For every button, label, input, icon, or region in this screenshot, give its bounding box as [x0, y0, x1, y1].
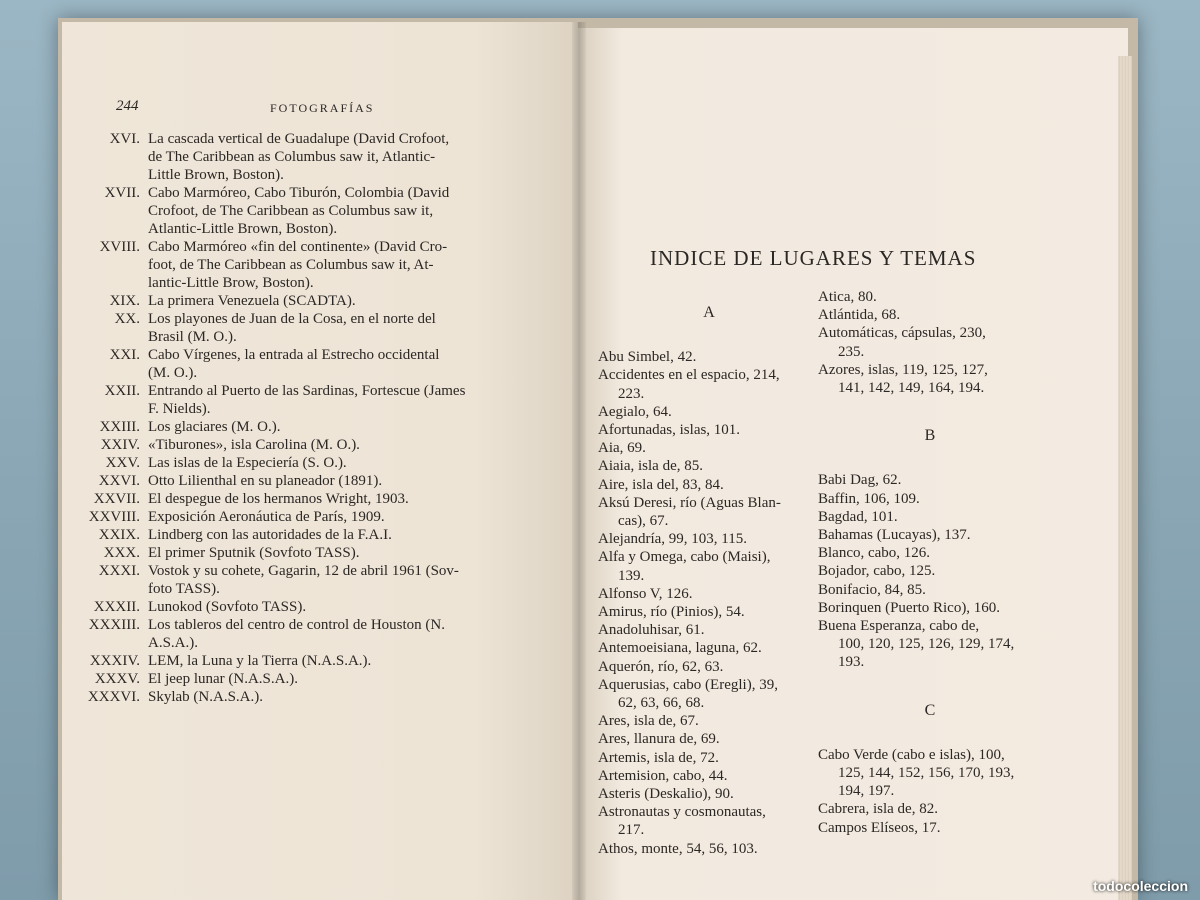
index-entry-line: Bahamas (Lucayas), 137. [818, 527, 971, 544]
index-entry-line: 223. [618, 385, 645, 402]
index-entry-line: 141, 142, 149, 164, 194. [838, 380, 985, 397]
caption-number: XXXII. [93, 599, 140, 615]
index-entry [598, 658, 820, 676]
index-entry [818, 288, 1042, 306]
caption-number: XXVIII. [88, 509, 140, 525]
index-entry-line: Campos Elíseos, 17. [818, 819, 941, 836]
index-entry [598, 730, 820, 748]
index-entry [598, 366, 820, 402]
caption-item [68, 184, 528, 238]
caption-number: XXXV. [94, 671, 140, 687]
caption-line: Atlantic-Little Brown, Boston). [148, 221, 338, 237]
photo-captions-list [68, 130, 528, 706]
index-entry-line: Ares, isla de, 67. [598, 713, 699, 730]
index-entry [598, 749, 820, 767]
index-entry-line: Aegialo, 64. [598, 403, 672, 420]
caption-line: Little Brown, Boston). [148, 167, 284, 183]
caption-text [148, 310, 528, 346]
index-entry-line: Aire, isla del, 83, 84. [598, 476, 724, 493]
caption-line: de The Caribbean as Columbus saw it, Atlantic- [148, 149, 436, 165]
index-entry-line: Athos, monte, 54, 56, 103. [598, 840, 758, 857]
index-entry-line: Antemoeisiana, laguna, 62. [598, 640, 762, 657]
caption-text [148, 670, 528, 688]
index-entry [598, 494, 820, 530]
caption-line: Los glaciares (M. O.). [148, 419, 281, 435]
index-entry-line: 125, 144, 152, 156, 170, 193, [838, 765, 1015, 782]
caption-line: lantic-Little Brow, Boston). [148, 275, 314, 291]
caption-text [148, 346, 528, 382]
index-entry-line: Artemision, cabo, 44. [598, 767, 728, 784]
index-entry-line: Aquerón, río, 62, 63. [598, 658, 724, 675]
caption-line: A.S.A.). [148, 635, 199, 651]
caption-line: foot, de The Caribbean as Columbus saw it, At- [148, 257, 434, 273]
caption-item [68, 382, 528, 418]
caption-text [148, 454, 528, 472]
index-entry [598, 621, 820, 639]
index-entry-line: Ares, llanura de, 69. [598, 731, 720, 748]
caption-line: El jeep lunar (N.A.S.A.). [148, 671, 298, 687]
index-entry [818, 508, 1042, 526]
index-entry-line: Buena Esperanza, cabo de, [818, 618, 980, 635]
caption-line: Los playones de Juan de la Cosa, en el norte del [148, 311, 436, 327]
caption-number: XVIII. [99, 239, 140, 255]
caption-item [68, 652, 528, 670]
index-entry [598, 421, 820, 439]
caption-number: XXII. [104, 383, 140, 399]
caption-number: XXVII. [93, 491, 140, 507]
caption-line: Cabo Marmóreo, Cabo Tiburón, Colombia (David [148, 185, 450, 201]
caption-number: XVI. [109, 131, 140, 147]
caption-text [148, 688, 528, 706]
caption-text [148, 184, 528, 238]
page-number: 244 [116, 98, 139, 114]
caption-number: XIX. [109, 293, 140, 309]
caption-line: Skylab (N.A.S.A.). [148, 689, 263, 705]
caption-number: XXXIII. [88, 617, 140, 633]
index-entry [818, 306, 1042, 324]
index-entry-line: Baffin, 106, 109. [818, 490, 920, 507]
index-entry [818, 581, 1042, 599]
index-entry-line: Accidentes en el espacio, 214, [598, 367, 780, 384]
index-entry-line: Cabo Verde (cabo e islas), 100, [818, 746, 1005, 763]
index-column-2 [818, 288, 1042, 837]
index-entry-line: Abu Simbel, 42. [598, 349, 697, 366]
index-entry [598, 676, 820, 712]
caption-item [68, 616, 528, 652]
index-entry-line: Borinquen (Puerto Rico), 160. [818, 599, 1001, 616]
caption-item [68, 436, 528, 454]
caption-text [148, 598, 528, 616]
caption-item [68, 130, 528, 184]
index-entry-line: 193. [838, 654, 865, 671]
caption-line: La primera Venezuela (SCADTA). [148, 293, 356, 309]
caption-item [68, 598, 528, 616]
caption-text [148, 292, 528, 310]
caption-line: Las islas de la Especiería (S. O.). [148, 455, 347, 471]
caption-number: XXVI. [98, 473, 140, 489]
index-entry [598, 767, 820, 785]
index-entry [598, 603, 820, 621]
caption-line: Los tableros del centro de control de Houston (N. [148, 617, 446, 633]
index-entry-line: Bojador, cabo, 125. [818, 563, 936, 580]
caption-item [68, 526, 528, 544]
caption-line: Cabo Marmóreo «fin del continente» (David Cro- [148, 239, 448, 255]
caption-line: El primer Sputnik (Sovfoto TASS). [148, 545, 360, 561]
caption-line: F. Nields). [148, 401, 211, 417]
caption-text [148, 544, 528, 562]
caption-number: XXI. [109, 347, 140, 363]
index-entry-line: Aksú Deresi, río (Aguas Blan- [598, 494, 781, 511]
index-entry-line: Blanco, cabo, 126. [818, 545, 931, 562]
index-entry-line: Astronautas y cosmonautas, [598, 804, 766, 821]
caption-number: XXIX. [98, 527, 140, 543]
index-entry [818, 617, 1042, 672]
index-entry-line: Babi Dag, 62. [818, 472, 902, 489]
caption-line: LEM, la Luna y la Tierra (N.A.S.A.). [148, 653, 372, 669]
book-spine [572, 22, 586, 900]
caption-line: Lunokod (Sovfoto TASS). [148, 599, 307, 615]
index-entry [818, 819, 1042, 837]
index-column-1 [598, 296, 820, 858]
index-letter-a: A [703, 304, 715, 321]
index-entry [818, 361, 1042, 397]
caption-line: Vostok y su cohete, Gagarin, 12 de abril 1961 (Sov- [148, 563, 459, 579]
caption-text [148, 508, 528, 526]
index-entry-line: Bonifacio, 84, 85. [818, 581, 926, 598]
index-entry [598, 785, 820, 803]
caption-text [148, 238, 528, 292]
caption-text [148, 616, 528, 652]
caption-item [68, 238, 528, 292]
caption-text [148, 130, 528, 184]
caption-item [68, 472, 528, 490]
caption-number: XVII. [104, 185, 140, 201]
caption-line: El despegue de los hermanos Wright, 1903. [148, 491, 409, 507]
index-entry [818, 746, 1042, 801]
caption-item [68, 454, 528, 472]
caption-item [68, 544, 528, 562]
index-entry [818, 800, 1042, 818]
caption-item [68, 292, 528, 310]
index-entry [598, 457, 820, 475]
caption-item [68, 562, 528, 598]
caption-item [68, 688, 528, 706]
index-entry [598, 585, 820, 603]
index-entry [598, 712, 820, 730]
caption-line: foto TASS). [148, 581, 220, 597]
caption-item [68, 670, 528, 688]
index-entry-line: Artemis, isla de, 72. [598, 749, 719, 766]
index-entry-line: Amirus, río (Pinios), 54. [598, 604, 745, 621]
caption-number: XXXI. [98, 563, 140, 579]
index-entry-line: 194, 197. [838, 783, 895, 800]
page-edges [1118, 56, 1132, 900]
index-entry [818, 490, 1042, 508]
caption-number: XX. [114, 311, 140, 327]
caption-line: Brasil (M. O.). [148, 329, 237, 345]
caption-line: Exposición Aeronáutica de París, 1909. [148, 509, 385, 525]
index-entry [598, 476, 820, 494]
watermark-logo: todocoleccion [1093, 878, 1188, 894]
index-entry [818, 471, 1042, 489]
caption-item [68, 490, 528, 508]
index-entry [598, 530, 820, 548]
index-entry [598, 439, 820, 457]
index-entry [818, 544, 1042, 562]
index-entry [598, 840, 820, 858]
caption-number: XXIII. [99, 419, 140, 435]
caption-line: Entrando al Puerto de las Sardinas, Fortescue (James [148, 383, 466, 399]
caption-line: (M. O.). [148, 365, 198, 381]
caption-text [148, 382, 528, 418]
index-entry-line: Aia, 69. [598, 440, 646, 457]
index-entry-line: 62, 63, 66, 68. [618, 695, 705, 712]
index-entry [818, 562, 1042, 580]
index-entry-line: Afortunadas, islas, 101. [598, 422, 741, 439]
index-entry-line: Automáticas, cápsulas, 230, [818, 325, 986, 342]
caption-text [148, 526, 528, 544]
index-letter-c: C [924, 701, 936, 719]
index-entry-line: 139. [618, 567, 645, 584]
index-entry-line: 235. [838, 343, 865, 360]
caption-text [148, 436, 528, 454]
caption-number: XXX. [103, 545, 140, 561]
index-entry-line: Anadoluhisar, 61. [598, 622, 705, 639]
running-head: FOTOGRAFÍAS [270, 101, 375, 115]
caption-text [148, 418, 528, 436]
index-entry [818, 526, 1042, 544]
index-title: INDICE DE LUGARES Y TEMAS [650, 246, 977, 270]
index-entry [598, 548, 820, 584]
caption-text [148, 472, 528, 490]
index-entry-line: cas), 67. [618, 513, 669, 530]
caption-item [68, 346, 528, 382]
caption-text [148, 652, 528, 670]
caption-text [148, 562, 528, 598]
caption-number: XXV. [105, 455, 140, 471]
index-entry-line: Aiaia, isla de, 85. [598, 458, 703, 475]
caption-line: Otto Lilienthal en su planeador (1891). [148, 473, 383, 489]
index-entry [598, 803, 820, 839]
index-entry-line: Azores, islas, 119, 125, 127, [818, 361, 988, 378]
caption-number: XXXIV. [89, 653, 140, 669]
caption-line: Lindberg con las autoridades de la F.A.I. [148, 527, 392, 543]
index-entry [818, 599, 1042, 617]
index-entry-line: Atica, 80. [818, 289, 877, 305]
index-entry-line: Asteris (Deskalio), 90. [598, 786, 734, 803]
index-letter-b: B [924, 427, 936, 445]
caption-text [148, 490, 528, 508]
index-entry-line: Alfonso V, 126. [598, 585, 693, 602]
index-entry-line: Atlántida, 68. [818, 307, 901, 324]
index-entry [598, 639, 820, 657]
index-entry [818, 324, 1042, 360]
index-entry [598, 348, 820, 366]
caption-line: «Tiburones», isla Carolina (M. O.). [148, 437, 360, 453]
index-entry-line: 100, 120, 125, 126, 129, 174, [838, 636, 1015, 653]
index-entry-line: Aquerusias, cabo (Eregli), 39, [598, 676, 778, 693]
index-entry-line: Alejandría, 99, 103, 115. [598, 531, 747, 548]
caption-item [68, 418, 528, 436]
index-entry-line: Cabrera, isla de, 82. [818, 801, 938, 818]
index-entry-line: 217. [618, 822, 645, 839]
caption-line: Cabo Vírgenes, la entrada al Estrecho occidental [148, 347, 440, 363]
caption-item [68, 310, 528, 346]
caption-line: Crofoot, de The Caribbean as Columbus saw it, [148, 203, 434, 219]
caption-number: XXIV. [100, 437, 140, 453]
index-entry-line: Bagdad, 101. [818, 508, 898, 525]
index-entry-line: Alfa y Omega, cabo (Maisi), [598, 549, 771, 566]
caption-line: La cascada vertical de Guadalupe (David Crofoot, [148, 131, 450, 147]
caption-item [68, 508, 528, 526]
caption-number: XXXVI. [87, 689, 140, 705]
index-entry [598, 403, 820, 421]
